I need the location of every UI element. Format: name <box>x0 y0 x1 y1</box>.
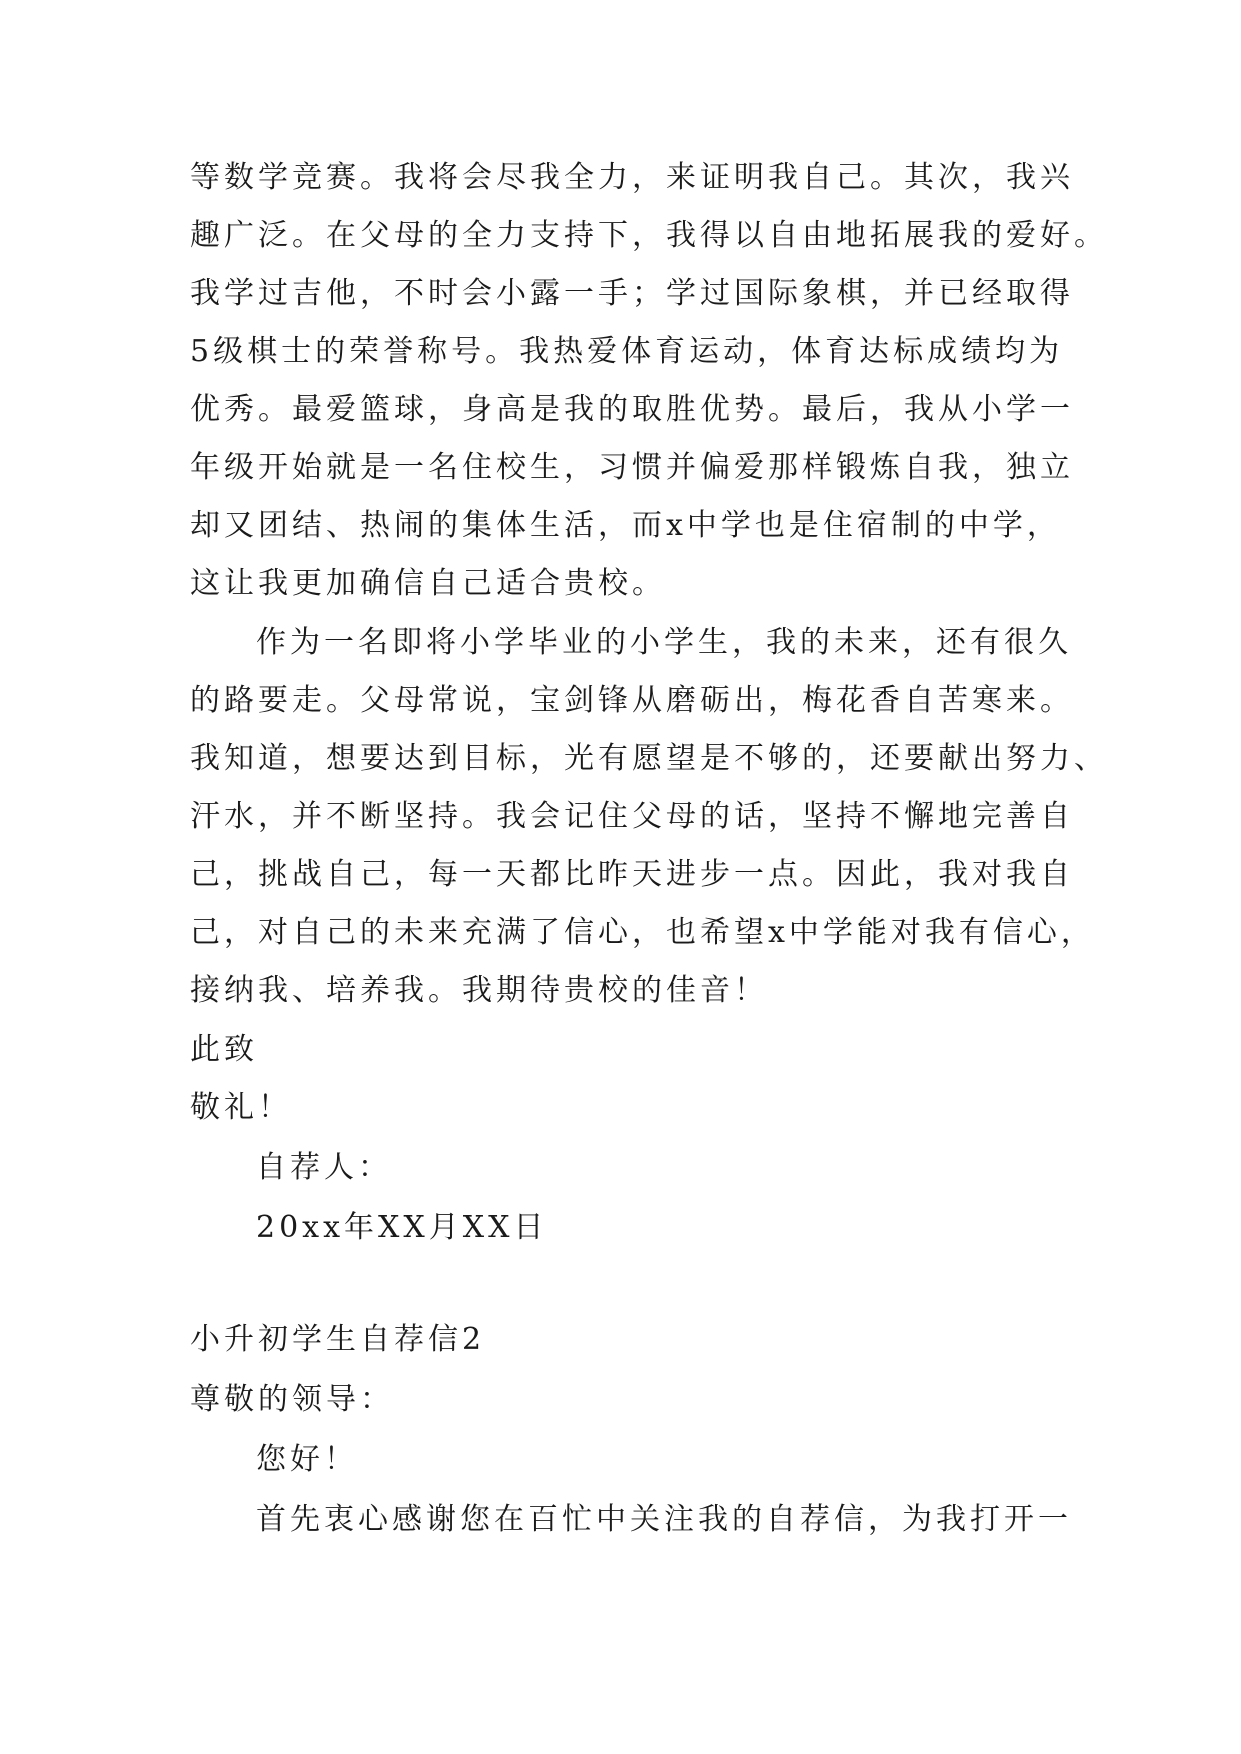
paragraph-line: 趣广泛。在父母的全力支持下，我得以自由地拓展我的爱好。 <box>190 218 1108 253</box>
paragraph-line: 优秀。最爱篮球，身高是我的取胜优势。最后，我从小学一 <box>190 392 1074 427</box>
greeting-recipient: 尊敬的领导： <box>190 1382 394 1417</box>
greeting: 您好！ <box>256 1442 358 1477</box>
paragraph-line: 的路要走。父母常说，宝剑锋从磨砺出，梅花香自苦寒来。 <box>190 683 1074 718</box>
paragraph-line: 这让我更加确信自己适合贵校。 <box>190 566 666 601</box>
closing-regards: 敬礼！ <box>190 1090 292 1125</box>
paragraph-line: 己，挑战自己，每一天都比昨天进步一点。因此，我对我自 <box>190 857 1074 892</box>
closing-salutation: 此致 <box>190 1032 258 1067</box>
paragraph-line: 我知道，想要达到目标，光有愿望是不够的，还要献出努力、 <box>190 741 1108 776</box>
section-title: 小升初学生自荐信2 <box>190 1322 486 1357</box>
paragraph-line: 等数学竞赛。我将会尽我全力，来证明我自己。其次，我兴 <box>190 160 1074 195</box>
paragraph-line: 首先衷心感谢您在百忙中关注我的自荐信，为我打开一 <box>256 1502 1072 1537</box>
paragraph-line: 年级开始就是一名住校生，习惯并偏爱那样锻炼自我，独立 <box>190 450 1074 485</box>
paragraph-line: 汗水，并不断坚持。我会记住父母的话，坚持不懈地完善自 <box>190 799 1074 834</box>
paragraph-line: 5级棋士的荣誉称号。我热爱体育运动，体育达标成绩均为 <box>190 334 1064 369</box>
paragraph-line: 却又团结、热闹的集体生活，而x中学也是住宿制的中学， <box>190 508 1061 543</box>
paragraph-line: 接纳我、培养我。我期待贵校的佳音！ <box>190 973 768 1008</box>
paragraph-line: 己，对自己的未来充满了信心，也希望x中学能对我有信心， <box>190 915 1095 950</box>
signature-date: 20xx年XX月XX日 <box>256 1210 548 1245</box>
paragraph-line: 作为一名即将小学毕业的小学生，我的未来，还有很久 <box>256 625 1072 660</box>
signature-label: 自荐人： <box>256 1150 392 1185</box>
paragraph-line: 我学过吉他，不时会小露一手；学过国际象棋，并已经取得 <box>190 276 1074 311</box>
